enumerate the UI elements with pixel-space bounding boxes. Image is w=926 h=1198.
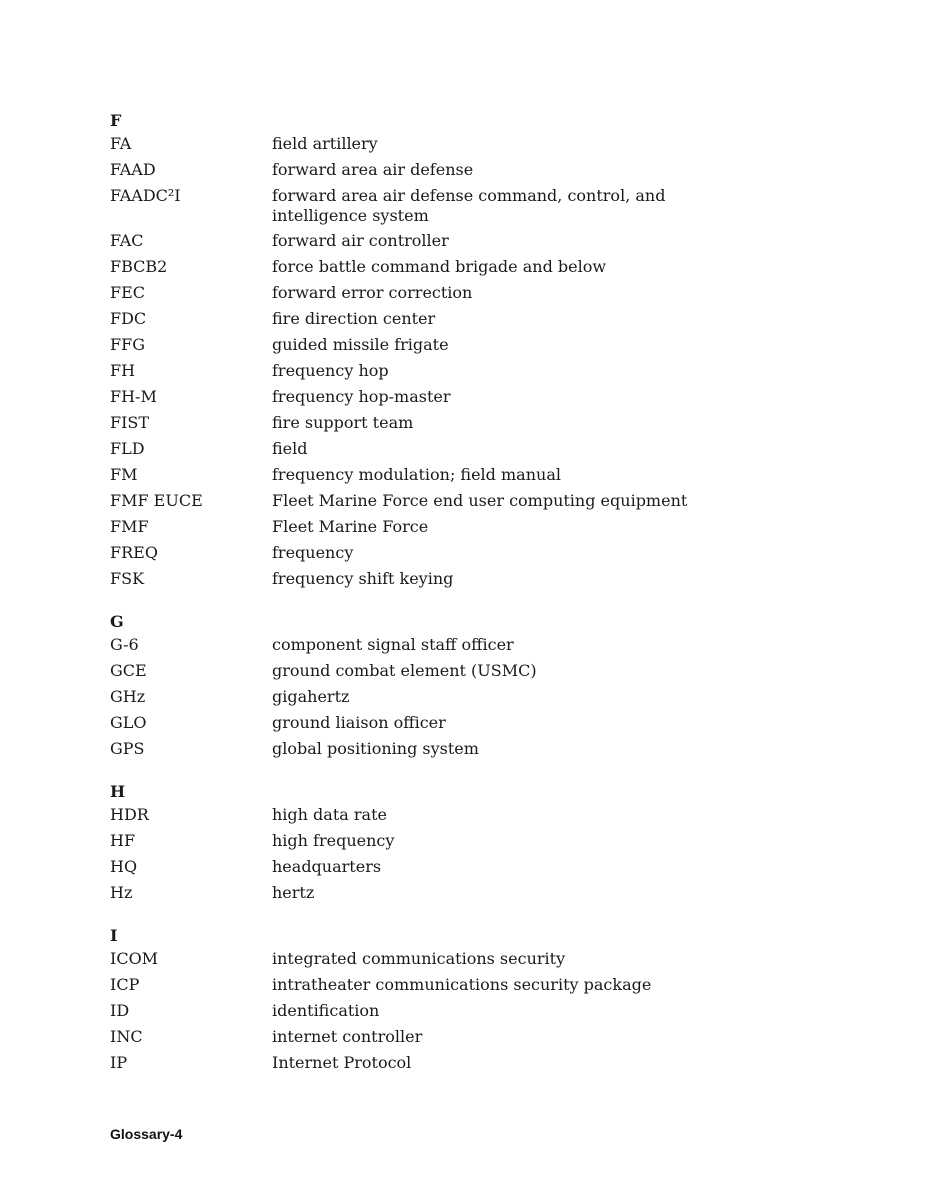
glossary-definition: internet controller <box>272 1027 423 1046</box>
glossary-term: FAAD <box>110 160 156 179</box>
section-letter-heading: F <box>110 111 122 130</box>
glossary-entry <box>110 134 760 160</box>
glossary-term: HDR <box>110 805 149 824</box>
glossary-term: INC <box>110 1027 143 1046</box>
glossary-definition: frequency shift keying <box>272 569 454 588</box>
glossary-entry <box>110 713 760 739</box>
glossary-entry <box>110 1053 760 1079</box>
glossary-definition: component signal staff officer <box>272 635 514 654</box>
glossary-definition: frequency <box>272 543 354 562</box>
glossary-section-i <box>110 923 760 1079</box>
glossary-definition: field artillery <box>272 134 378 153</box>
glossary-term: FAC <box>110 231 144 250</box>
glossary-entry <box>110 687 760 713</box>
glossary-term: IP <box>110 1053 128 1072</box>
glossary-definition: Fleet Marine Force end user computing equipment <box>272 491 688 510</box>
glossary-entry <box>110 413 760 439</box>
glossary-entry <box>110 283 760 309</box>
glossary-section-g <box>110 609 760 765</box>
glossary-term: Hz <box>110 883 133 902</box>
glossary-term: FFG <box>110 335 145 354</box>
glossary-term: FLD <box>110 439 145 458</box>
glossary-term: ID <box>110 1001 130 1020</box>
glossary-definition: fire direction center <box>272 309 436 328</box>
glossary-entry <box>110 361 760 387</box>
glossary-definition: frequency hop <box>272 361 389 380</box>
page-footer-label: Glossary-4 <box>110 1126 183 1142</box>
glossary-term: FA <box>110 134 132 153</box>
glossary-entry <box>110 387 760 413</box>
glossary-entry <box>110 160 760 186</box>
glossary-entry <box>110 543 760 569</box>
glossary-entry <box>110 975 760 1001</box>
glossary-term: FSK <box>110 569 145 588</box>
glossary-entry <box>110 439 760 465</box>
glossary-entry <box>110 517 760 543</box>
glossary-term: GLO <box>110 713 147 732</box>
glossary-term: FEC <box>110 283 146 302</box>
glossary-term: G-6 <box>110 635 139 654</box>
glossary-term: ICOM <box>110 949 159 968</box>
glossary-definition: forward air controller <box>272 231 449 250</box>
glossary-entry <box>110 186 760 231</box>
glossary-section-f <box>110 108 760 595</box>
section-letter-heading: I <box>110 926 118 945</box>
glossary-definition: Fleet Marine Force <box>272 517 429 536</box>
glossary-definition: hertz <box>272 883 315 902</box>
glossary-definition: guided missile frigate <box>272 335 449 354</box>
glossary-term: GHz <box>110 687 146 706</box>
glossary-entry <box>110 1001 760 1027</box>
glossary-entry <box>110 831 760 857</box>
glossary-term: FDC <box>110 309 147 328</box>
glossary-term: FBCB2 <box>110 257 168 276</box>
glossary-definition: headquarters <box>272 857 382 876</box>
glossary-definition: fire support team <box>272 413 414 432</box>
glossary-definition: forward area air defense command, control, and intelligence system <box>272 186 666 225</box>
glossary-definition: frequency modulation; field manual <box>272 465 561 484</box>
glossary-definition: integrated communications security <box>272 949 566 968</box>
glossary-entry <box>110 569 760 595</box>
glossary-term: ICP <box>110 975 140 994</box>
glossary-term: FIST <box>110 413 150 432</box>
glossary-definition: intratheater communications security package <box>272 975 652 994</box>
glossary-term: HF <box>110 831 136 850</box>
glossary-entry <box>110 805 760 831</box>
glossary-entry <box>110 1027 760 1053</box>
glossary-entry <box>110 635 760 661</box>
glossary-definition: forward area air defense <box>272 160 474 179</box>
glossary-term: FH-M <box>110 387 157 406</box>
glossary-entry <box>110 739 760 765</box>
glossary-definition: ground combat element (USMC) <box>272 661 537 680</box>
glossary-term: GPS <box>110 739 145 758</box>
glossary-list <box>110 108 760 1079</box>
glossary-term: FAADC²I <box>110 186 181 205</box>
glossary-term: FMF <box>110 517 149 536</box>
glossary-definition: field <box>272 439 308 458</box>
section-letter-heading: G <box>110 612 124 631</box>
glossary-term: GCE <box>110 661 147 680</box>
glossary-entry <box>110 257 760 283</box>
glossary-definition: high frequency <box>272 831 395 850</box>
glossary-entry <box>110 949 760 975</box>
glossary-term: FH <box>110 361 136 380</box>
glossary-definition: gigahertz <box>272 687 350 706</box>
glossary-entry <box>110 857 760 883</box>
glossary-term: HQ <box>110 857 138 876</box>
glossary-term: FM <box>110 465 138 484</box>
glossary-entry <box>110 335 760 361</box>
glossary-definition: ground liaison officer <box>272 713 446 732</box>
glossary-entry <box>110 231 760 257</box>
section-letter-heading: H <box>110 782 126 801</box>
glossary-entry <box>110 883 760 909</box>
glossary-definition: Internet Protocol <box>272 1053 412 1072</box>
glossary-definition: frequency hop-master <box>272 387 451 406</box>
glossary-entry <box>110 661 760 687</box>
glossary-term: FREQ <box>110 543 158 562</box>
glossary-definition: identification <box>272 1001 380 1020</box>
glossary-definition: global positioning system <box>272 739 479 758</box>
glossary-section-h <box>110 779 760 909</box>
glossary-term: FMF EUCE <box>110 491 203 510</box>
glossary-definition: forward error correction <box>272 283 473 302</box>
glossary-definition: high data rate <box>272 805 387 824</box>
glossary-entry <box>110 491 760 517</box>
glossary-entry <box>110 465 760 491</box>
glossary-definition: force battle command brigade and below <box>272 257 607 276</box>
glossary-entry <box>110 309 760 335</box>
